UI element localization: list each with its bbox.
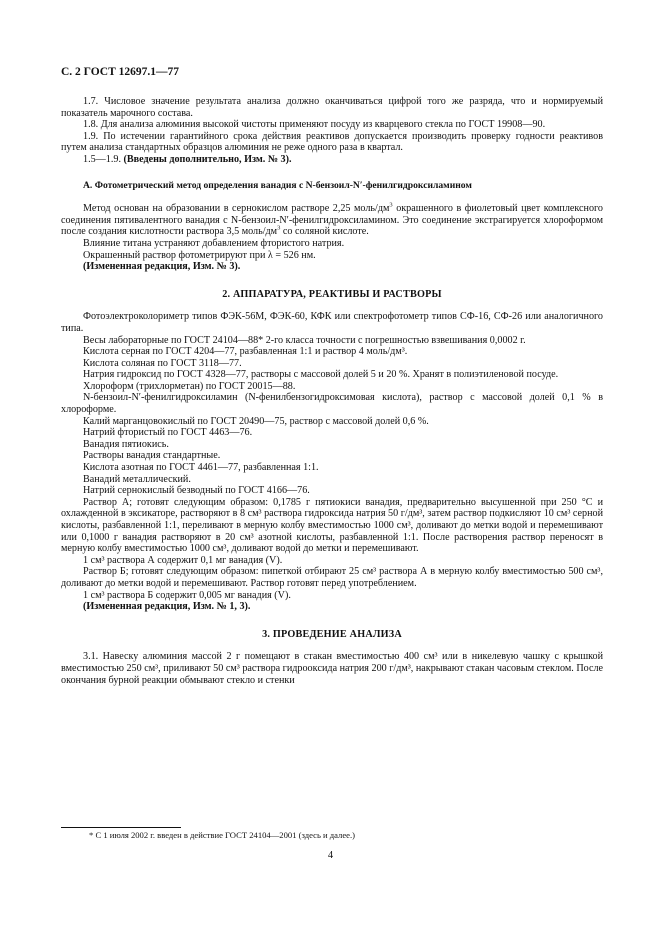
s2-item: Калий марганцовокислый по ГОСТ 20490—75, раствор с массовой долей 0,6 %. xyxy=(83,415,429,427)
s2-item: N-бензоил-N′-фенилгидроксиламин (N-фенилбензогидроксимовая кислота), раствор с массовой долей 0,1 % в хлороформе. xyxy=(61,392,603,416)
amendment-text: (Введены дополнительно, Изм. № 3). xyxy=(123,153,292,165)
s2-item: Кислота азотная по ГОСТ 4461—77, разбавленная 1:1. xyxy=(83,462,319,474)
s2-item: Растворы ванадия стандартные. xyxy=(83,450,221,462)
s2-item: Натрия гидроксид по ГОСТ 4328—77, растворы с массовой долей 5 и 20 %. Хранят в полиэтиленовой посуде. xyxy=(83,369,559,381)
page-number: 4 xyxy=(327,850,334,861)
method-paragraph-1: Метод основан на образовании в сернокислом растворе 2,25 моль/$дм^3$ окрашенного в фиолетовый цвет комплексного соединения пятивалентного ванадия с N-бензоил-N′-фенилгидроксиламином. Это соединение экстрагируется хлороформом после создания кислотности раствора 3,5 моль/$дм^3$ со соляной кислоте. xyxy=(61,201,603,238)
s2-item: Хлороформ (трихлорметан) по ГОСТ 20015—88. xyxy=(83,380,296,392)
footnote-divider xyxy=(61,827,181,828)
s2-item: 1 см³ раствора Б содержит 0,005 мг ванадия (V). xyxy=(83,589,291,601)
s2-item: Ванадия пятиокись. xyxy=(83,438,169,450)
s2-item: Натрий сернокислый безводный по ГОСТ 4166—76. xyxy=(83,485,310,497)
s2-item: Натрий фтористый по ГОСТ 4463—76. xyxy=(83,427,253,439)
s2-item: Весы лабораторные по ГОСТ 24104—88* 2-го класса точности с погрешностью взвешивания 0,0002 г. xyxy=(83,334,526,346)
page-header: С. 2 ГОСТ 12697.1—77 xyxy=(61,66,180,78)
method-title: А. Фотометрический метод определения ванадия с N-бензоил-N′-фенилгидроксиламином xyxy=(83,179,472,191)
amendment-range: 1.5—1.9. xyxy=(83,153,121,165)
s2-item: Кислота соляная по ГОСТ 3118—77. xyxy=(83,357,242,369)
method-amendment-note: (Измененная редакция, Изм. № 3). xyxy=(83,261,241,273)
section-3-title: 3. ПРОВЕДЕНИЕ АНАЛИЗА xyxy=(262,628,402,640)
amendment-note-1-5 xyxy=(61,154,603,166)
s2-item: Фотоэлектроколориметр типов ФЭК-56М, ФЭК-60, КФК или спектрофотометр типов СФ-16, СФ-26 или аналогичного типа. xyxy=(61,311,603,334)
s2-item: 1 см³ раствора А содержит 0,1 мг ванадия (V). xyxy=(83,554,283,566)
paragraph-1-8: 1.8. Для анализа алюминия высокой чистоты применяют посуду из кварцевого стекла по ГОСТ 19908—90. xyxy=(83,119,546,131)
paragraph-3-1: 3.1. Навеску алюминия массой 2 г помещают в стакан вместимостью 400 см³ или в никелевую чашку с крышкой вместимостью 250 см³, приливают 50 см³ раствора гидроокcида натрия 200 г/дм³, накрывают стакан часовым стеклом. После окончания бурной реакции обмывают стекло и стенки xyxy=(61,651,603,686)
s2-item: Кислота серная по ГОСТ 4204—77, разбавленная 1:1 и раствор 4 моль/дм³. xyxy=(83,346,408,358)
method-paragraph-3: Окрашенный раствор фотометрируют при λ = 526 нм. xyxy=(83,249,316,261)
method-paragraph-2: Влияние титана устраняют добавлением фтористого натрия. xyxy=(83,237,345,249)
s2-amendment-note: (Измененная редакция, Изм. № 1, 3). xyxy=(83,601,251,613)
paragraph-1-9: 1.9. По истечении гарантийного срока действия реактивов допускается производить проверку годности реактивов путем анализа стандартных образцов алюминия не реже одного раза в квартал. xyxy=(61,130,603,154)
s2-item: Раствор Б; готовят следующим образом: пипеткой отбирают 25 см³ раствора А в мерную колбу вместимостью 500 см³, доливают до метки водой и перемешивают. Раствор готовят перед употреблением. xyxy=(61,566,603,589)
document-body xyxy=(61,96,603,686)
section-2-title: 2. АППАРАТУРА, РЕАКТИВЫ И РАСТВОРЫ xyxy=(222,288,442,300)
s2-item: Раствор А; готовят следующим образом: 0,1785 г пятиокиси ванадия, предварительно высушенной при 250 °С и охлажденной в эксикаторе, растворяют в 8 см³ раствора гидроксида натрия 50 г/дм³, затем раствор подкисляют 10 см³ серной кислоты, разбавленной 1:1, переливают в мерную колбу вместимостью 1000 см³, доливают до метки водой и перемешивают или 0,1000 г ванадия растворяют в 20 см³ азотной кислоты, разбавленной 1:1. После растворения раствор переносят в мерную колбу вместимостью 1000 см³, доливают водой до метки и перемешивают. xyxy=(61,496,603,555)
paragraph-1-7: 1.7. Числовое значение результата анализа должно оканчиваться цифрой того же разряда, что и нормируемый показатель марочного состава. xyxy=(61,96,603,119)
s2-item: Ванадий металлический. xyxy=(83,473,191,485)
footnote: * С 1 июля 2002 г. введен в действие ГОСТ 24104—2001 (здесь и далее.) xyxy=(89,830,355,840)
footnote-block xyxy=(61,827,603,840)
